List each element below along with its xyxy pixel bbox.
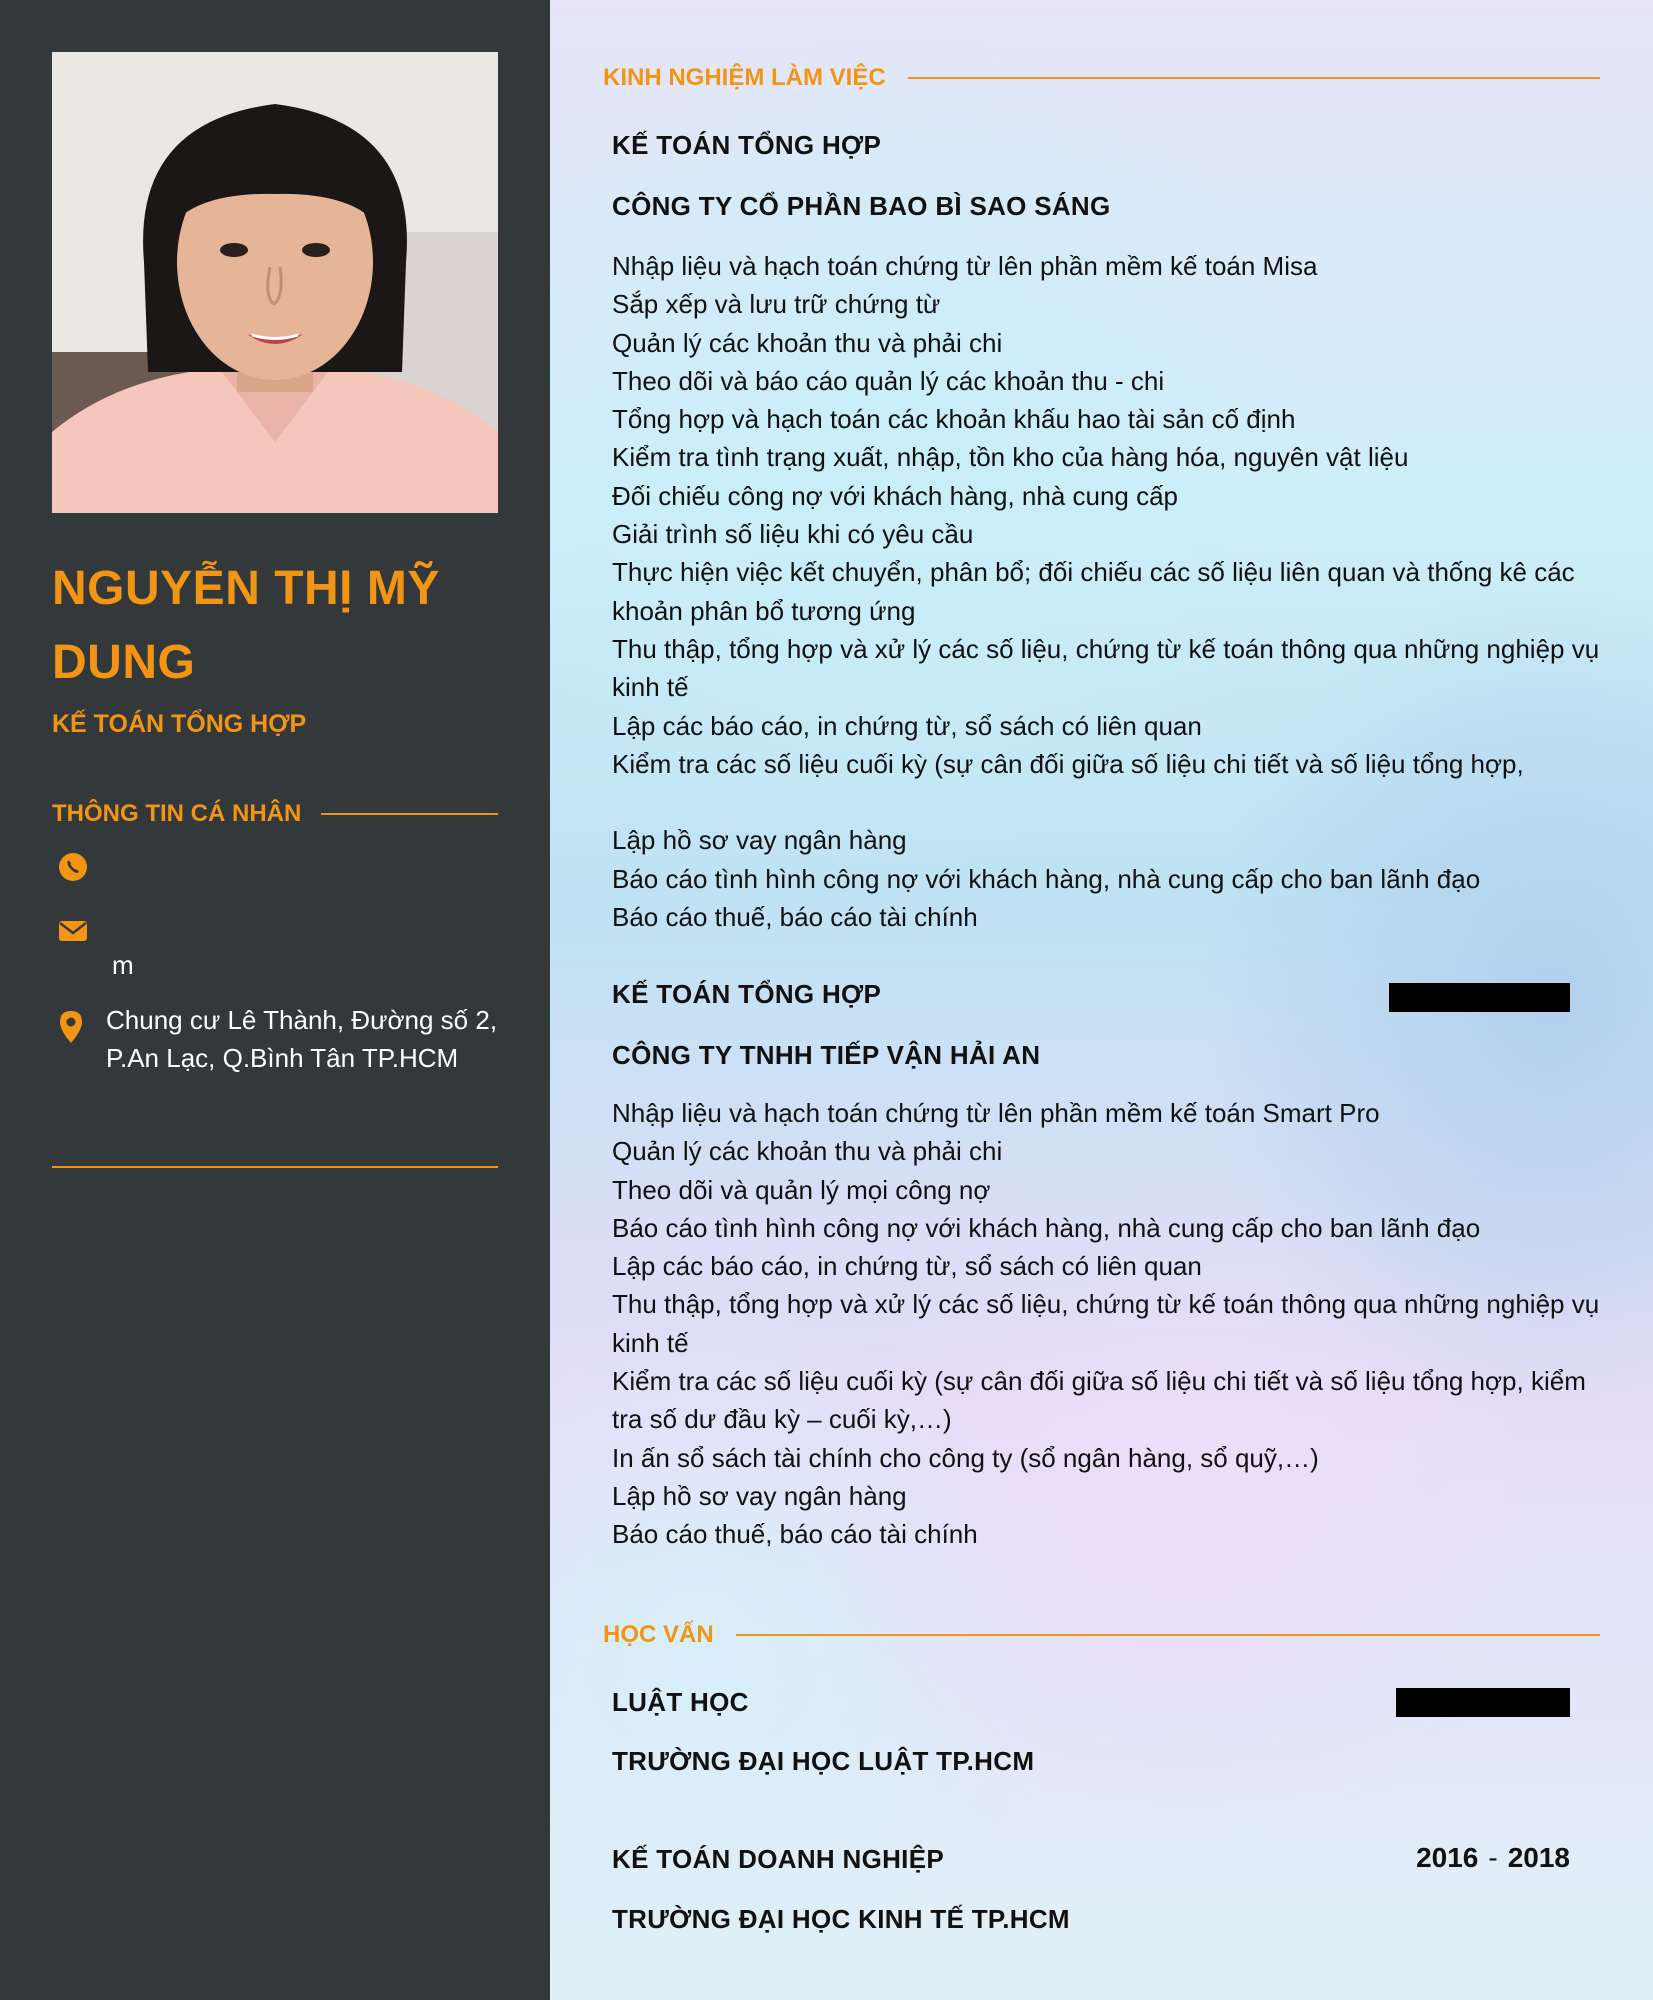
job-2-company: CÔNG TY TNHH TIẾP VẬN HẢI AN	[612, 1040, 1041, 1070]
duty-item: Báo cáo thuế, báo cáo tài chính	[612, 1519, 978, 1550]
profile-photo	[52, 52, 498, 513]
duty-item: Kiểm tra tình trạng xuất, nhập, tồn kho của hàng hóa, nguyên vật liệu	[612, 442, 1409, 473]
duty-item: Quản lý các khoản thu và phải chi	[612, 1136, 1003, 1167]
personal-info-header	[52, 798, 498, 830]
duty-item: Tổng hợp và hạch toán các khoản khấu hao tài sản cố định	[612, 404, 1296, 435]
education-2-school: TRƯỜNG ĐẠI HỌC KINH TẾ TP.HCM	[612, 1904, 1070, 1934]
education-2-degree: KẾ TOÁN DOANH NGHIỆP	[612, 1844, 944, 1874]
job-2-duties	[612, 1094, 1612, 1554]
duty-item: Thu thập, tổng hợp và xử lý các số liệu, chứng từ kế toán thông qua những nghiệp vụ kinh tế	[612, 633, 1600, 703]
education-rule	[736, 1634, 1600, 1636]
education-1-date-redaction	[1396, 1688, 1570, 1717]
duty-item: Kiểm tra các số liệu cuối kỳ (sự cân đối giữa số liệu chi tiết và số liệu tổng hợp,	[612, 748, 1524, 779]
duty-item: Lập các báo cáo, in chứng từ, sổ sách có liên quan	[612, 710, 1202, 741]
personal-info-heading: THÔNG TIN CÁ NHÂN	[52, 800, 302, 827]
education-header	[603, 1615, 1600, 1655]
duty-item: Giải trình số liệu khi có yêu cầu	[612, 519, 974, 550]
address-text: Chung cư Lê Thành, Đường số 2, P.An Lạc, Q.Bình Tân TP.HCM	[106, 1005, 498, 1073]
main-content	[550, 0, 1653, 2000]
duty-item: Sắp xếp và lưu trữ chứng từ	[612, 289, 941, 320]
experience-rule	[908, 77, 1600, 79]
personal-info-rule	[321, 813, 498, 815]
mail-icon	[58, 918, 88, 944]
education-2-dates	[1416, 1841, 1570, 1875]
duty-item: Theo dõi và quản lý mọi công nợ	[612, 1174, 991, 1205]
duty-item: Lập các báo cáo, in chứng từ, sổ sách có liên quan	[612, 1251, 1202, 1282]
email-text: m	[112, 950, 134, 980]
sidebar	[0, 0, 550, 2000]
duty-item	[612, 783, 1612, 821]
job-1-duties	[612, 247, 1612, 936]
duty-item: In ấn sổ sách tài chính cho công ty (sổ ngân hàng, sổ quỹ,…)	[612, 1442, 1319, 1473]
duty-item: Lập hồ sơ vay ngân hàng	[612, 825, 907, 856]
sidebar-divider	[52, 1166, 498, 1168]
job-1-company: CÔNG TY CỔ PHẦN BAO BÌ SAO SÁNG	[612, 191, 1111, 221]
duty-item: Đối chiếu công nợ với khách hàng, nhà cung cấp	[612, 480, 1179, 511]
location-pin-icon	[57, 1010, 85, 1044]
duty-item: Thu thập, tổng hợp và xử lý các số liệu, chứng từ kế toán thông qua những nghiệp vụ kinh tế	[612, 1289, 1600, 1358]
duty-item: Thực hiện việc kết chuyển, phân bổ; đối chiếu các số liệu liên quan và thống kê các khoản phân bổ tương ứng	[612, 557, 1575, 626]
experience-heading: KINH NGHIỆM LÀM VIỆC	[603, 64, 886, 91]
education-2-start-year: 2016	[1416, 1842, 1479, 1873]
candidate-job-title: KẾ TOÁN TỔNG HỢP	[52, 710, 307, 738]
duty-item: Theo dõi và báo cáo quản lý các khoản thu - chi	[612, 365, 1165, 396]
duty-item: Nhập liệu và hạch toán chứng từ lên phần mềm kế toán Smart Pro	[612, 1098, 1380, 1128]
duty-item: Kiểm tra các số liệu cuối kỳ (sự cân đối giữa số liệu chi tiết và số liệu tổng hợp, kiểm tra số dư đầu kỳ – cuối kỳ,…)	[612, 1366, 1586, 1435]
job-2-date-redaction	[1389, 983, 1570, 1012]
education-1-school: TRƯỜNG ĐẠI HỌC LUẬT TP.HCM	[612, 1746, 1035, 1776]
experience-header	[603, 58, 1600, 98]
duty-item: Báo cáo tình hình công nợ với khách hàng, nhà cung cấp cho ban lãnh đạo	[612, 863, 1481, 894]
education-heading: HỌC VẤN	[603, 1621, 714, 1648]
profile-photo-illustration	[52, 52, 498, 513]
duty-item: Lập hồ sơ vay ngân hàng	[612, 1480, 907, 1511]
phone-icon	[58, 852, 88, 882]
education-1-degree: LUẬT HỌC	[612, 1687, 749, 1717]
duty-item: Quản lý các khoản thu và phải chi	[612, 327, 1003, 358]
education-2-end-year: 2018	[1507, 1842, 1570, 1873]
job-1-title: KẾ TOÁN TỔNG HỢP	[612, 130, 882, 160]
education-2-date-separator: -	[1488, 1842, 1498, 1873]
job-2-title: KẾ TOÁN TỔNG HỢP	[612, 979, 882, 1009]
duty-item: Báo cáo thuế, báo cáo tài chính	[612, 902, 978, 933]
duty-item: Nhập liệu và hạch toán chứng từ lên phần mềm kế toán Misa	[612, 251, 1318, 281]
duty-item: Báo cáo tình hình công nợ với khách hàng, nhà cung cấp cho ban lãnh đạo	[612, 1212, 1481, 1243]
candidate-name: NGUYỄN THỊ MỸ DUNG	[52, 562, 440, 689]
